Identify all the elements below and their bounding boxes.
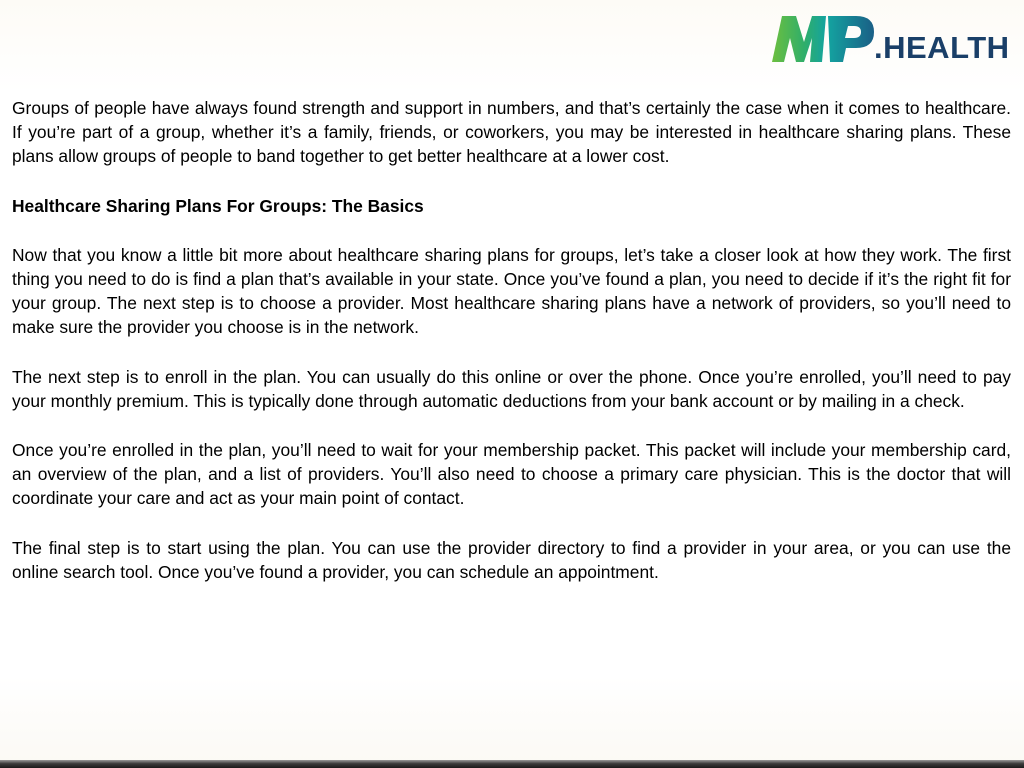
article-body [12, 96, 1011, 609]
body-paragraph-3: Once you’re enrolled in the plan, you’ll need to wait for your membership packet. This packet will include your membership card, an overview of the plan, and a list of providers. You’ll also need to choose a primary care physician. This is the doctor that will coordinate your care and act as your main point of contact. [12, 440, 1011, 509]
body-paragraph-4: The final step is to start using the plan. You can use the provider directory to find a provider in your area, or you can use the online search tool. Once you’ve found a provider, you can schedule an appointment. [12, 537, 1011, 582]
mp-logo-mark-icon [770, 12, 880, 66]
logo-wordmark: .HEALTH [874, 30, 1010, 65]
intro-paragraph: Groups of people have always found strength and support in numbers, and that’s certainly the case when it comes to healthcare. If you’re part of a group, whether it’s a family, friends, or coworkers, you may be interested in healthcare sharing plans. These plans allow groups of people to band together to get better healthcare at a lower cost. [12, 98, 1011, 167]
bottom-border-bar [0, 760, 1024, 768]
mp-health-logo [770, 12, 1010, 66]
body-paragraph-1: Now that you know a little bit more about healthcare sharing plans for groups, let’s take a closer look at how they work. The first thing you need to do is find a plan that’s available in your state. Once you’ve found a plan, you need to decide if it’s the right fit for your group. The next step is to choose a provider. Most healthcare sharing plans have a network of providers, so you’ll need to make sure the provider you choose is in the network. [12, 244, 1011, 338]
body-paragraph-2: The next step is to enroll in the plan. You can usually do this online or over the phone. Once you’re enrolled, you’ll need to pay your monthly premium. This is typically done through automatic deductions from your bank account or by mailing in a check. [12, 366, 1011, 411]
section-heading: Healthcare Sharing Plans For Groups: The Basics [12, 195, 424, 216]
